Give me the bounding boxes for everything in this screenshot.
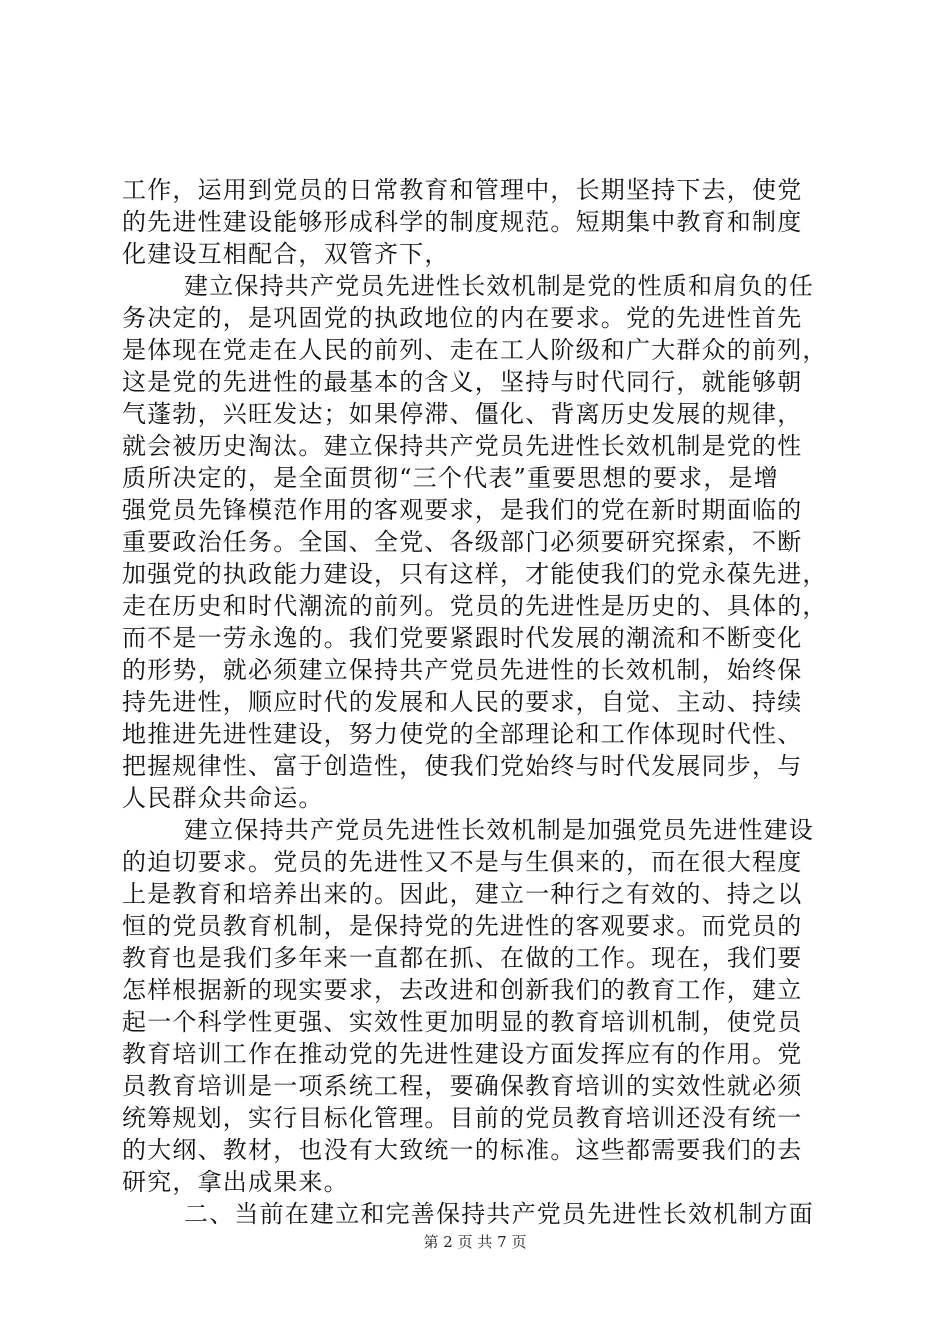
paragraph-first-line: 建立保持共产党员先进性长效机制是加强党员先进性建设 xyxy=(184,816,814,844)
text-line: 研究，拿出成果来。 xyxy=(122,1168,349,1196)
text-line: 加强党的执政能力建设，只有这样，才能使我们的党永葆先进， xyxy=(122,560,828,588)
text-line: 化建设互相配合，双管齐下， xyxy=(122,240,450,268)
page-footer: 第 2 页 共 7 页 xyxy=(423,1233,527,1251)
paragraph-first-line: 二、当前在建立和完善保持共产党员先进性长效机制方面 xyxy=(184,1200,814,1228)
paragraph-first-line: 建立保持共产党员先进性长效机制是党的性质和肩负的任 xyxy=(184,272,814,300)
text-line: 把握规律性、富于创造性，使我们党始终与时代发展同步，与 xyxy=(122,752,803,780)
text-line: 起一个科学性更强、实效性更加明显的教育培训机制，使党员 xyxy=(122,1008,803,1036)
text-line: 重要政治任务。全国、全党、各级部门必须要研究探索，不断 xyxy=(122,528,803,556)
text-line: 是体现在党走在人民的前列、走在工人阶级和广大群众的前列， xyxy=(122,336,828,364)
text-line: 恒的党员教育机制，是保持党的先进性的客观要求。而党员的 xyxy=(122,912,803,940)
text-line: 地推进先进性建设，努力使党的全部理论和工作体现时代性、 xyxy=(122,720,803,748)
text-line: 教育也是我们多年来一直都在抓、在做的工作。现在，我们要 xyxy=(122,944,803,972)
text-line: 的迫切要求。党员的先进性又不是与生俱来的，而在很大程度 xyxy=(122,848,803,876)
text-line: 的形势，就必须建立保持共产党员先进性的长效机制，始终保 xyxy=(122,656,803,684)
text-line: 人民群众共命运。 xyxy=(122,784,324,812)
document-body xyxy=(122,174,838,1230)
text-line: 上是教育和培养出来的。因此，建立一种行之有效的、持之以 xyxy=(122,880,803,908)
text-line: 统筹规划，实行目标化管理。目前的党员教育培训还没有统一 xyxy=(122,1104,803,1132)
text-line: 强党员先锋模范作用的客观要求，是我们的党在新时期面临的 xyxy=(122,496,803,524)
text-line: 的先进性建设能够形成科学的制度规范。短期集中教育和制度 xyxy=(122,208,803,236)
text-line: 员教育培训是一项系统工程，要确保教育培训的实效性就必须 xyxy=(122,1072,803,1100)
text-line: 教育培训工作在推动党的先进性建设方面发挥应有的作用。党 xyxy=(122,1040,803,1068)
text-line: 气蓬勃，兴旺发达；如果停滞、僵化、背离历史发展的规律， xyxy=(122,400,803,428)
text-line: 怎样根据新的现实要求，去改进和创新我们的教育工作，建立 xyxy=(122,976,803,1004)
text-line: 的大纲、教材，也没有大致统一的标准。这些都需要我们的去 xyxy=(122,1136,803,1164)
text-line: 质所决定的，是全面贯彻“三个代表”重要思想的要求，是增 xyxy=(122,464,779,492)
text-line: 而不是一劳永逸的。我们党要紧跟时代发展的潮流和不断变化 xyxy=(122,624,803,652)
text-line: 工作，运用到党员的日常教育和管理中，长期坚持下去，使党 xyxy=(122,176,803,204)
text-line: 就会被历史淘汰。建立保持共产党员先进性长效机制是党的性 xyxy=(122,432,803,460)
text-line: 持先进性，顺应时代的发展和人民的要求，自觉、主动、持续 xyxy=(122,688,803,716)
text-line: 这是党的先进性的最基本的含义，坚持与时代同行，就能够朝 xyxy=(122,368,803,396)
text-line: 走在历史和时代潮流的前列。党员的先进性是历史的、具体的， xyxy=(122,592,828,620)
text-line: 务决定的，是巩固党的执政地位的内在要求。党的先进性首先 xyxy=(122,304,803,332)
